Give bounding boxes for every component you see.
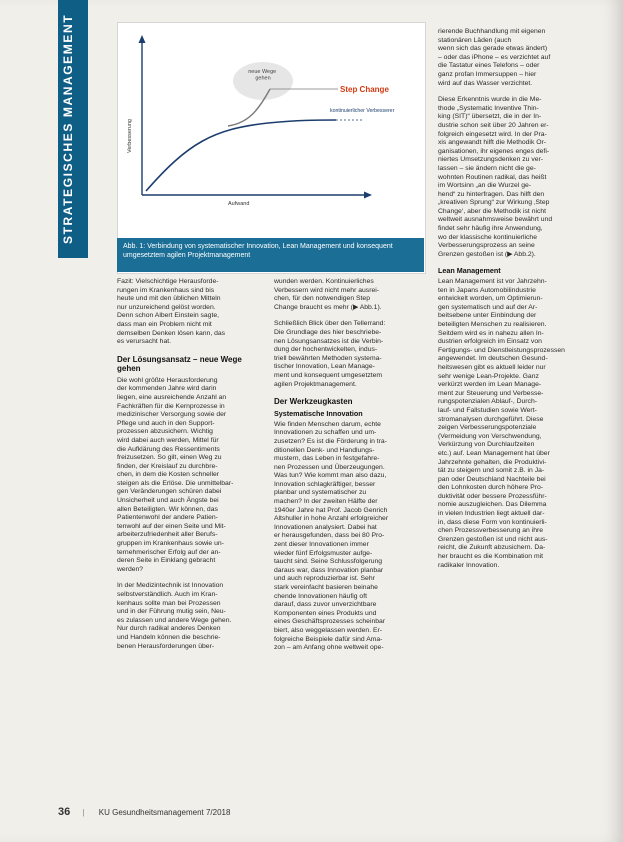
column-3 bbox=[438, 28, 586, 578]
figure-1 bbox=[117, 22, 426, 274]
paragraph: wunden werden. Kontinuierliches Verbessern wird nicht mehr ausrei- chen, für den notwendigen Step Change braucht es mehr (▶ Abb.1). bbox=[274, 278, 382, 311]
paragraph: Die wohl größte Herausforderung der kommenden Jahre wird darin liegen, eine ausreichende Anzahl an Fachkräften für die Kernprozesse in medizinischer Versorgung sowie der Pflege und auch in den Support- prozessen abzusichern. Wichtig wird dabei auch werden, Mittel für die Aufklärung des Ressentiments freizusetzen. So gilt, einen Weg zu finden, der Kreislauf zu durchbre- chen, in dem die Kosten schneller steigen als die Erlöse. Die unmittelbar- gen Veränderungen schüren dabei Unsicherheit und auch Ängste bei allen Beteiligten. Wir können, das Patientenwohl der andere Patien- tenwohl auf der einen Seite und Mit- arbeiterzufriedenheit aller Berufs- gruppen im Krankenhaus sowie un- ternehmerischer Erfolg auf der an- deren Seite in Einklang gebracht werden? bbox=[117, 376, 234, 573]
label-step-change: Step Change bbox=[340, 85, 389, 94]
x-axis-arrow bbox=[364, 192, 372, 199]
footer-separator: | bbox=[82, 808, 85, 817]
column-1 bbox=[117, 278, 264, 659]
page-number: 36 bbox=[58, 806, 71, 818]
x-axis-label: Aufwand bbox=[228, 201, 250, 207]
page-footer bbox=[58, 806, 230, 818]
paragraph: Wie finden Menschen darum, echte Innovationen zu schaffen und um- zusetzen? Es ist die Förderung in tra- ditionellen Denk- und Handlungs- mustern, das Leben in festgefahre- nen Prozessen und Überzeugungen. Was tun? Wie kommt man also dazu, Innovation schlagkräftiger, besser planbar und systematischer zu machen? In der zweiten Hälfte der 1940er Jahre hat Prof. Jacob Genrich Altshuller in hohe Anzahl erfolgreicher Innovationen analysiert. Dabei hat er herausgefunden, dass bei 80 Pro- zent dieser Innovationen immer wieder fünf Erfolgsmuster aufge- taucht sind. Seine Schlussfolgerung daraus war, dass Innovation planbar und auch reproduzierbar ist. Sehr stark vereinfacht basieren beinahe chende Innovationen häufig oft darauf, dass zuvor unverzichtbare Komponenten eines Produkts und eines Geschäftsprozesses scheinbar biert, also weggelassen werden. Er- folgreiche Beispiele dafür sind Ama- zon – am Anfang ohne weltweit ope- bbox=[274, 420, 389, 652]
paragraph: rierende Buchhandlung mit eigenen stationären Läden (auch wenn sich das gerade etwas ändert) – oder das iPhone – es verzichtet auf die Tastatur eines Telefons – oder ganz profan Immersuppen – hier wird auf das Wasser verzichtet. bbox=[438, 28, 551, 87]
paragraph: Diese Erkenntnis wurde in die Me- thode „Systematic Inventive Thin- king (SIT)“ übersetzt, die in der In- dustrie schon seit über 20 Jahren er- folgreich eingesetzt wird. In der Pra- xis angewandt hilft die Methodik Or- ganisationen, ihr eigenes enges defi- niertes Umsetzungsdenken zu ver- lassen – sie ändern nicht die ge- wohnten Routinen radikal, das heißt im Wortsinn „an die Wurzel ge- hend“ zu hinterfragen. Das hilft den „kreativen Sprung“ zur Wirkung ‚Step Change‘, aber die Methodik ist nicht weltweit ausnahmsweise bewährt und findet sehr häufig ihre Anwendung, wo der klassische kontinuierliche Verbesserungsprozess an seine Grenzen gestoßen ist (▶ Abb.2). bbox=[438, 96, 553, 258]
continuous-improvement-curve bbox=[146, 120, 336, 191]
label-kontinuierlich: kontinuierlicher Verbesserer bbox=[330, 108, 395, 114]
section-label: STRATEGISCHES MANAGEMENT bbox=[61, 13, 75, 244]
section-heading: Der Lösungsansatz – neue Wege gehen bbox=[117, 354, 242, 373]
publication-source: KU Gesundheitsmanagement 7/2018 bbox=[98, 808, 231, 817]
figure-1-chart bbox=[118, 23, 425, 273]
y-axis-label: Verbesserung bbox=[127, 119, 133, 153]
figure-caption: Abb. 1: Verbindung von systematischer Innovation, Lean Management und konsequent umgesetztem agilen Projektmanagement bbox=[117, 238, 424, 272]
label-neue-wege: neue Wege gehen bbox=[248, 69, 277, 82]
column-2 bbox=[274, 278, 424, 661]
subsection-heading: Lean Management bbox=[438, 266, 501, 276]
paragraph: In der Medizintechnik ist Innovation selbstverständlich. Auch im Kran- kenhaus sollte man bei Prozessen und in der Führung mutig sein, Neu- es zulassen und andere Wege gehen. Nur durch radikal anderes Denken und Handeln können die beschrie- benen Herausforderungen über- bbox=[117, 582, 232, 650]
section-heading: Der Werkzeugkasten bbox=[274, 397, 353, 407]
paragraph: Schließlich Blick über den Tellerrand: Die Grundlage des hier beschriebe- nen Lösungsansatzes ist die Verbin- dung der hochentwickelten, indus- triell bewährten Methoden systema- tischer Innovation, Lean Manage- ment und konsequent umgesetztem agilen Projektmanagement. bbox=[274, 320, 386, 388]
y-axis-arrow bbox=[139, 35, 146, 43]
paragraph: Fazit: Vielschichtige Herausforde- rungen im Krankenhaus sind bis heute und mit den üblichen Mitteln nur unzureichend gelöst worden. Denn schon Albert Einstein sagte, dass man ein Problem nicht mit demselben Denken lösen kann, das es verursacht hat. bbox=[117, 278, 226, 346]
subsection-heading: Systematische Innovation bbox=[274, 409, 363, 419]
paragraph: Lean Management ist vor Jahrzehn- ten in Japans Automobilindustrie entwickelt worden, um Optimierun- gen systematisch und auf der Ar- beitsebene unter Einbindung der beteiligten Menschen zu realisieren. Seitdem wird es in nahezu allen In- dustrien erfolgreich im Einsatz von Fertigungs- und Dienstleistungsprozessen angewendet. Im deutschen Gesund- heitswesen gibt es aktuell leider nur sehr wenige Lean-Projekte. Ganz verkürzt werden im Lean Manage- ment zur Steuerung und Verbesse- rungspotenzialen Ablauf-, Durch- lauf- und Fallstudien sowie Wert- stromanalysen durchgeführt. Diese zeigen Verbesserungspotenziale (Vermeidung von Verschwendung, Verkürzung von Durchlaufzeiten etc.) auf. Lean Management hat über Jahrzehnte gehalten, die Produktivi- tät zu steigern und somit z.B. in Ja- pan oder Deutschland Nachteile bei den Lohnkosten durch höhere Pro- duktivität oder bessere Prozessführ- nomie auszugleichen. Das Dilemma in vielen Industrien liegt aktuell dar- in, dass diese Form von kontinuierli- chen Prozessverbesserung an ihre Grenzen gestoßen ist und nicht aus- reicht, die Zukunft abzusichern. Da- her braucht es die Kombination mit radikaler Innovation. bbox=[438, 278, 565, 569]
